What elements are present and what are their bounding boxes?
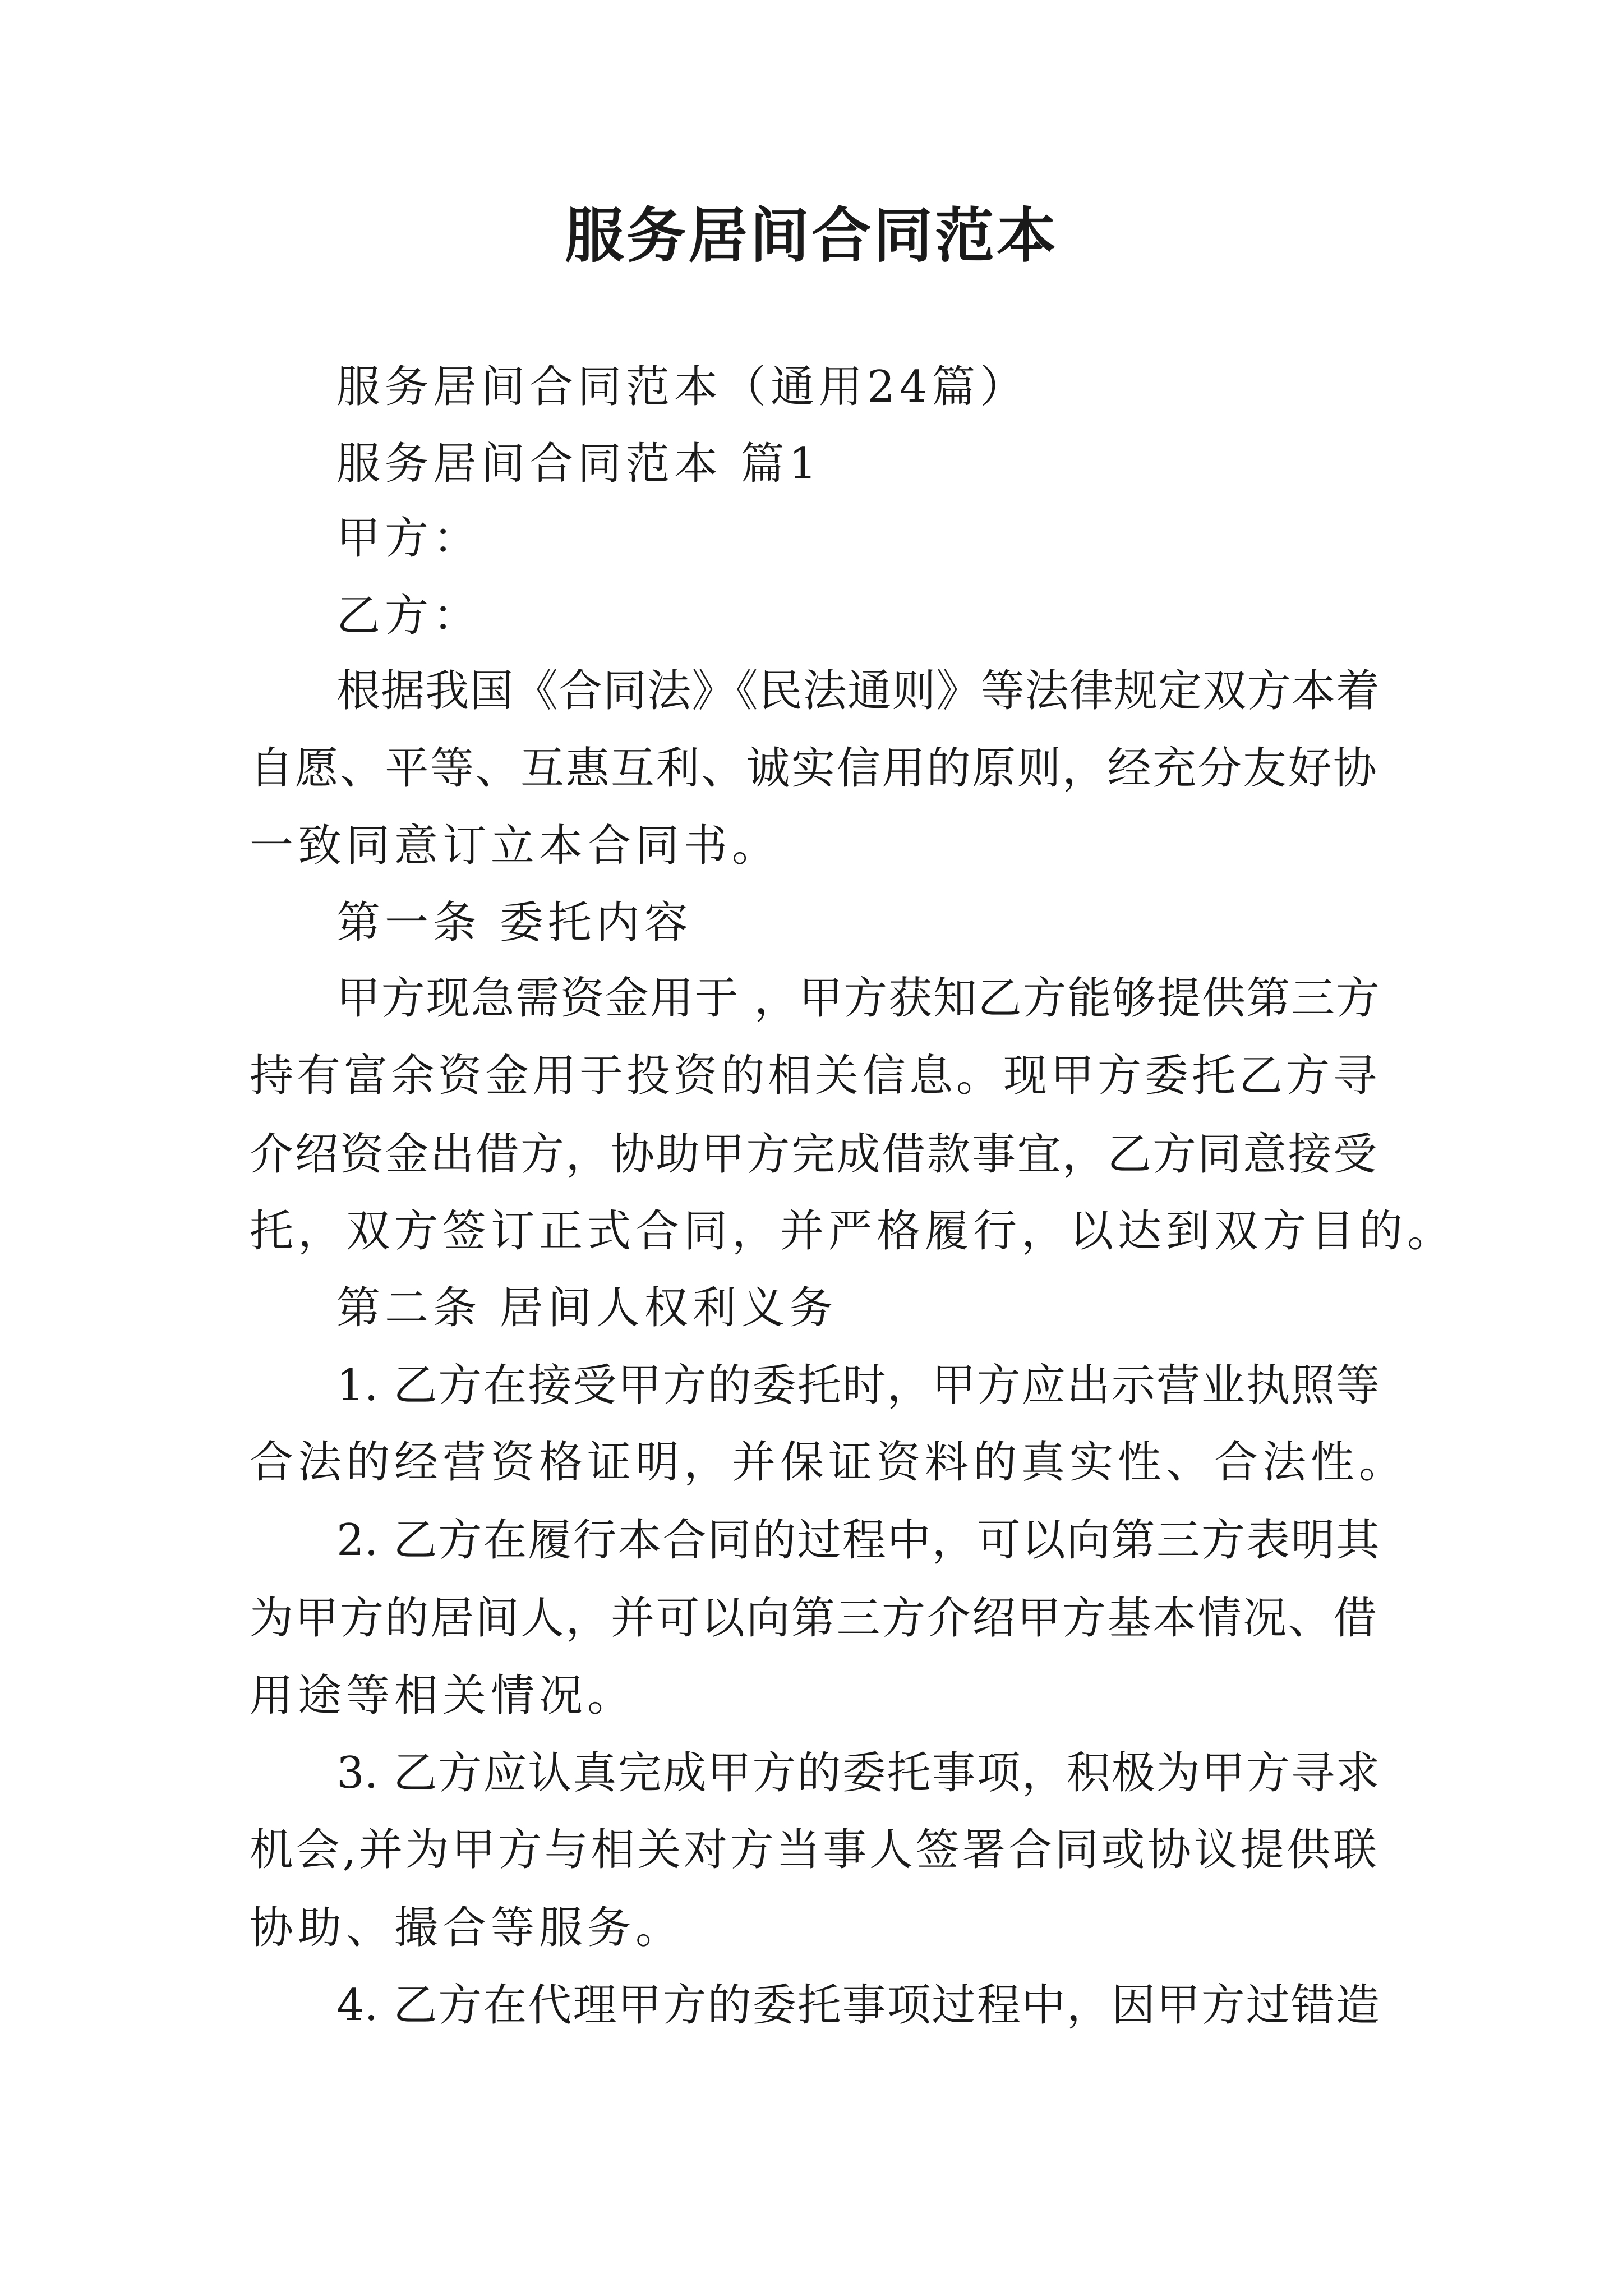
text-line: 合法的经营资格证明，并保证资料的真实性、合法性。 (250, 1437, 1408, 1488)
text-line: 甲方现急需资金用于 ，甲方获知乙方能够提供第三方 (336, 973, 1380, 1024)
text-line: 1. 乙方在接受甲方的委托时，甲方应出示营业执照等 (336, 1360, 1380, 1411)
text-line: 为甲方的居间人，并可以向第三方介绍甲方基本情况、借 (250, 1593, 1377, 1644)
text-line: 用途等相关情况。 (250, 1671, 636, 1721)
text-line: 协助、撮合等服务。 (250, 1903, 684, 1953)
text-line: 一致同意订立本合同书。 (250, 821, 781, 871)
text-line: 服务居间合同范本 篇1 (336, 439, 822, 489)
text-line: 机会,并为甲方与相关对方当事人签署合同或协议提供联 (250, 1825, 1377, 1875)
text-line: 3. 乙方应认真完成甲方的委托事项，积极为甲方寻求 (336, 1748, 1380, 1798)
text-line: 甲方： (336, 513, 482, 564)
text-line: 第二条 居间人权利义务 (336, 1283, 837, 1333)
text-line: 自愿、平等、互惠互利、诚实信用的原则，经充分友好协 (250, 743, 1377, 794)
document-title: 服务居间合同范本 (565, 200, 1058, 270)
text-line: 4. 乙方在代理甲方的委托事项过程中，因甲方过错造 (336, 1980, 1380, 2031)
text-line: 第一条 委托内容 (336, 898, 693, 948)
text-line: 服务居间合同范本（通用24篇） (336, 362, 1029, 412)
text-line: 2. 乙方在履行本合同的过程中，可以向第三方表明其 (336, 1515, 1380, 1566)
text-line: 托，双方签订正式合同，并严格履行，以达到双方目的。 (250, 1206, 1456, 1257)
text-line: 持有富余资金用于投资的相关信息。现甲方委托乙方寻 (250, 1051, 1377, 1101)
text-line: 乙方： (336, 591, 482, 641)
text-line: 介绍资金出借方，协助甲方完成借款事宜，乙方同意接受 (250, 1129, 1377, 1180)
text-line: 根据我国《合同法》《民法通则》等法律规定双方本着 (336, 666, 1380, 716)
